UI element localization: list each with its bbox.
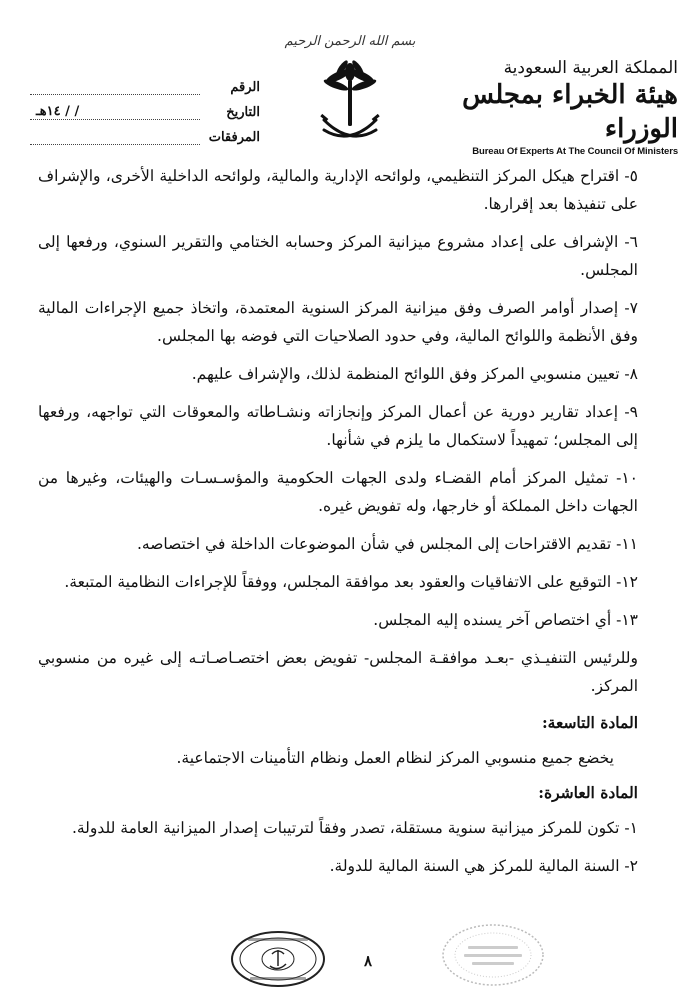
- list-item: ١٢- التوقيع على الاتفاقيات والعقود بعد موافقة المجلس، ووفقاً للإجراءات النظامية المتبعة.: [64, 573, 638, 591]
- date-line: [30, 105, 200, 120]
- article-9-heading: المادة التاسعة:: [541, 713, 638, 732]
- delegation-paragraph: وللرئيس التنفيـذي -بعـد موافقـة المجلس- تفويض بعض اختصـاصـاتـه إلى غيره من منسوبي المركز.: [38, 649, 638, 695]
- basmala: بسم الله الرحمن الرحيم: [284, 34, 416, 49]
- article-9-text: يخضع جميع منسوبي المركز لنظام العمل ونظام التأمينات الاجتماعية.: [176, 749, 614, 767]
- list-item: ٩- إعداد تقارير دورية عن أعمال المركز وإنجازاته ونشـاطاته والمعوقات التي تواجهه، ورفعها إلى المجلس؛ تمهيداً لاستكمال ما يلزم في شأنها.: [38, 403, 638, 449]
- ref-number-label: الرقم: [230, 80, 260, 95]
- document-body: [38, 162, 638, 890]
- official-seal-icon: [228, 928, 328, 990]
- list-item: ٦- الإشراف على إعداد مشروع ميزانية المركز وحسابه الختامي والتقرير السنوي، ورفعها إلى المجلس.: [38, 233, 638, 279]
- org-name-english: Bureau Of Experts At The Council Of Ministers: [472, 146, 678, 157]
- org-name-arabic: هيئة الخبراء بمجلس الوزراء: [462, 80, 678, 144]
- reference-block: [30, 70, 260, 145]
- list-item: ١- تكون للمركز ميزانية سنوية مستقلة، تصدر وفقاً لترتيبات إصدار الميزانية العامة للدولة.: [71, 819, 638, 837]
- list-item: ٧- إصدار أوامر الصرف وفق ميزانية المركز السنوية المعتمدة، واتخاذ جميع الإجراءات المالية وفق الأنظمة واللوائح المالية، وفي حدود الصلاحيات التي فوضه بها المجلس.: [38, 299, 638, 345]
- date-label: التاريخ: [226, 105, 260, 120]
- list-item: ٢- السنة المالية للمركز هي السنة المالية للدولة.: [329, 857, 638, 875]
- saudi-emblem-icon: [318, 58, 382, 150]
- date-value: / / ١٤هـ: [36, 104, 80, 119]
- list-item: ١٠- تمثيل المركز أمام القضـاء ولدى الجهات الحكومية والمؤسـسـات والهيئات، وغيرها من الجهات داخل المملكة أو خارجها، وله تفويض غيره.: [38, 469, 638, 515]
- article-10-heading: المادة العاشرة:: [538, 783, 638, 802]
- ref-number-line: [30, 80, 200, 95]
- organization-header: [448, 58, 678, 157]
- list-item: ١١- تقديم الاقتراحات إلى المجلس في شأن الموضوعات الداخلة في اختصاصه.: [136, 535, 638, 553]
- attachments-row: [30, 120, 260, 145]
- list-item: ٨- تعيين منسوبي المركز وفق اللوائح المنظمة لذلك، والإشراف عليهم.: [191, 365, 638, 383]
- attachments-line: [30, 130, 200, 145]
- org-country: المملكة العربية السعودية: [503, 58, 678, 78]
- faded-stamp-icon: [438, 920, 548, 990]
- list-item: ٥- اقتراح هيكل المركز التنظيمي، ولوائحه الإدارية والمالية، ولوائحه الداخلية الأخرى، والإشراف على تنفيذها بعد إقرارها.: [38, 167, 638, 213]
- date-row: [30, 95, 260, 120]
- page-number: ٨: [364, 952, 373, 970]
- list-item: ١٣- أي اختصاص آخر يسنده إليه المجلس.: [373, 611, 638, 629]
- ref-number-row: [30, 70, 260, 95]
- attachments-label: المرفقات: [208, 130, 260, 145]
